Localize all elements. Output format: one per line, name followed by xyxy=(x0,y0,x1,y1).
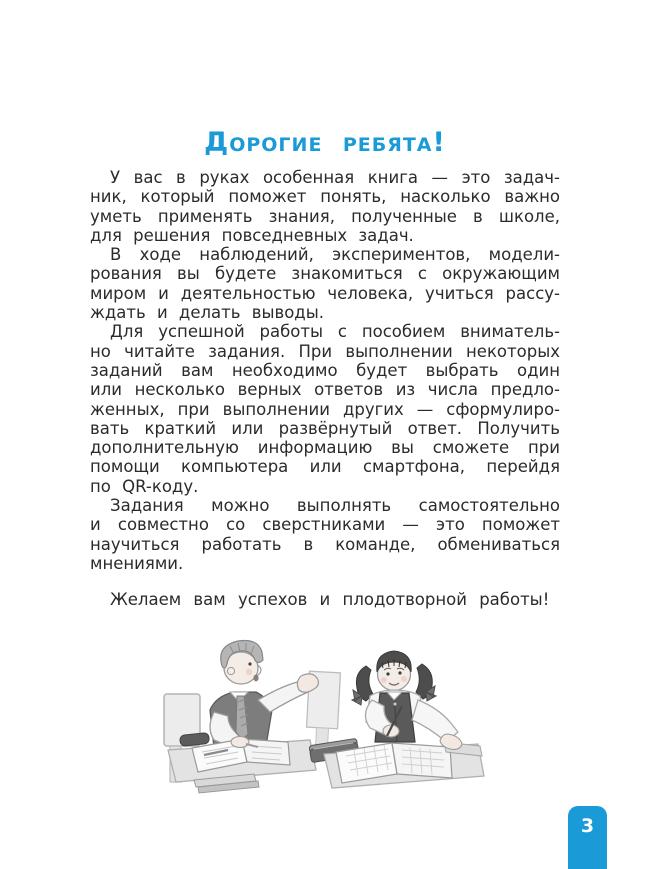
paragraph xyxy=(90,168,560,245)
paragraph xyxy=(90,245,560,322)
text-line: но читайте задания. При выполнении некоторых xyxy=(90,341,560,361)
text-line: У вас в руках особенная книга — это задач- xyxy=(110,168,560,187)
text-line: мнениями. xyxy=(90,553,184,573)
text-line: Задания можно выполнять самостоятельно xyxy=(110,496,560,516)
text-line: Желаем вам успехов и плодотворной работы! xyxy=(110,590,550,610)
text-line: ждать и делать выводы. xyxy=(90,303,324,323)
text-line: помощи компьютера или смартфона, перейдя xyxy=(90,457,560,477)
page-number: 3 xyxy=(580,815,595,837)
paragraph xyxy=(90,322,560,496)
page-title: Дорогие ребята! xyxy=(204,127,446,158)
text-line: дополнительную информацию вы сможете при xyxy=(90,438,560,458)
left-desk xyxy=(168,732,316,793)
paragraph xyxy=(90,496,560,573)
girl-figure xyxy=(352,651,458,742)
text-line: В ходе наблюдений, экспериментов, модели- xyxy=(110,245,560,265)
children-drawing xyxy=(158,638,502,798)
eraser xyxy=(180,732,210,746)
text-line: научиться работать в команде, обмениваться xyxy=(90,534,560,554)
paragraph xyxy=(90,590,560,609)
text-line: заданий вам необходимо будет выбрать один xyxy=(90,360,560,380)
body-text xyxy=(90,168,560,610)
text-line: Для успешной работы с пособием вниматель- xyxy=(110,322,560,342)
illustration-children-studying xyxy=(158,638,502,798)
text-line: или несколько верных ответов из числа предло- xyxy=(90,380,560,400)
text-line: миром и деятельностью человека, учиться рассу- xyxy=(90,283,560,303)
page-content xyxy=(90,0,560,610)
boy-figure xyxy=(210,640,318,748)
page-number-tab xyxy=(568,806,607,869)
text-line: рования вы будете знакомиться с окружающим xyxy=(90,264,560,284)
text-line: по QR-коду. xyxy=(90,476,199,496)
text-line: вать краткий или развёрнутый ответ. Получить xyxy=(90,418,560,438)
text-line: ник, который поможет понять, насколько важно xyxy=(90,187,560,207)
text-line: и совместно со сверстниками — это поможет xyxy=(90,515,560,535)
text-line: для решения повседневных задач. xyxy=(90,225,414,245)
text-line: уметь применять знания, полученные в школе, xyxy=(90,206,560,226)
text-line: женных, при выполнении других — сформулиро- xyxy=(90,399,560,419)
